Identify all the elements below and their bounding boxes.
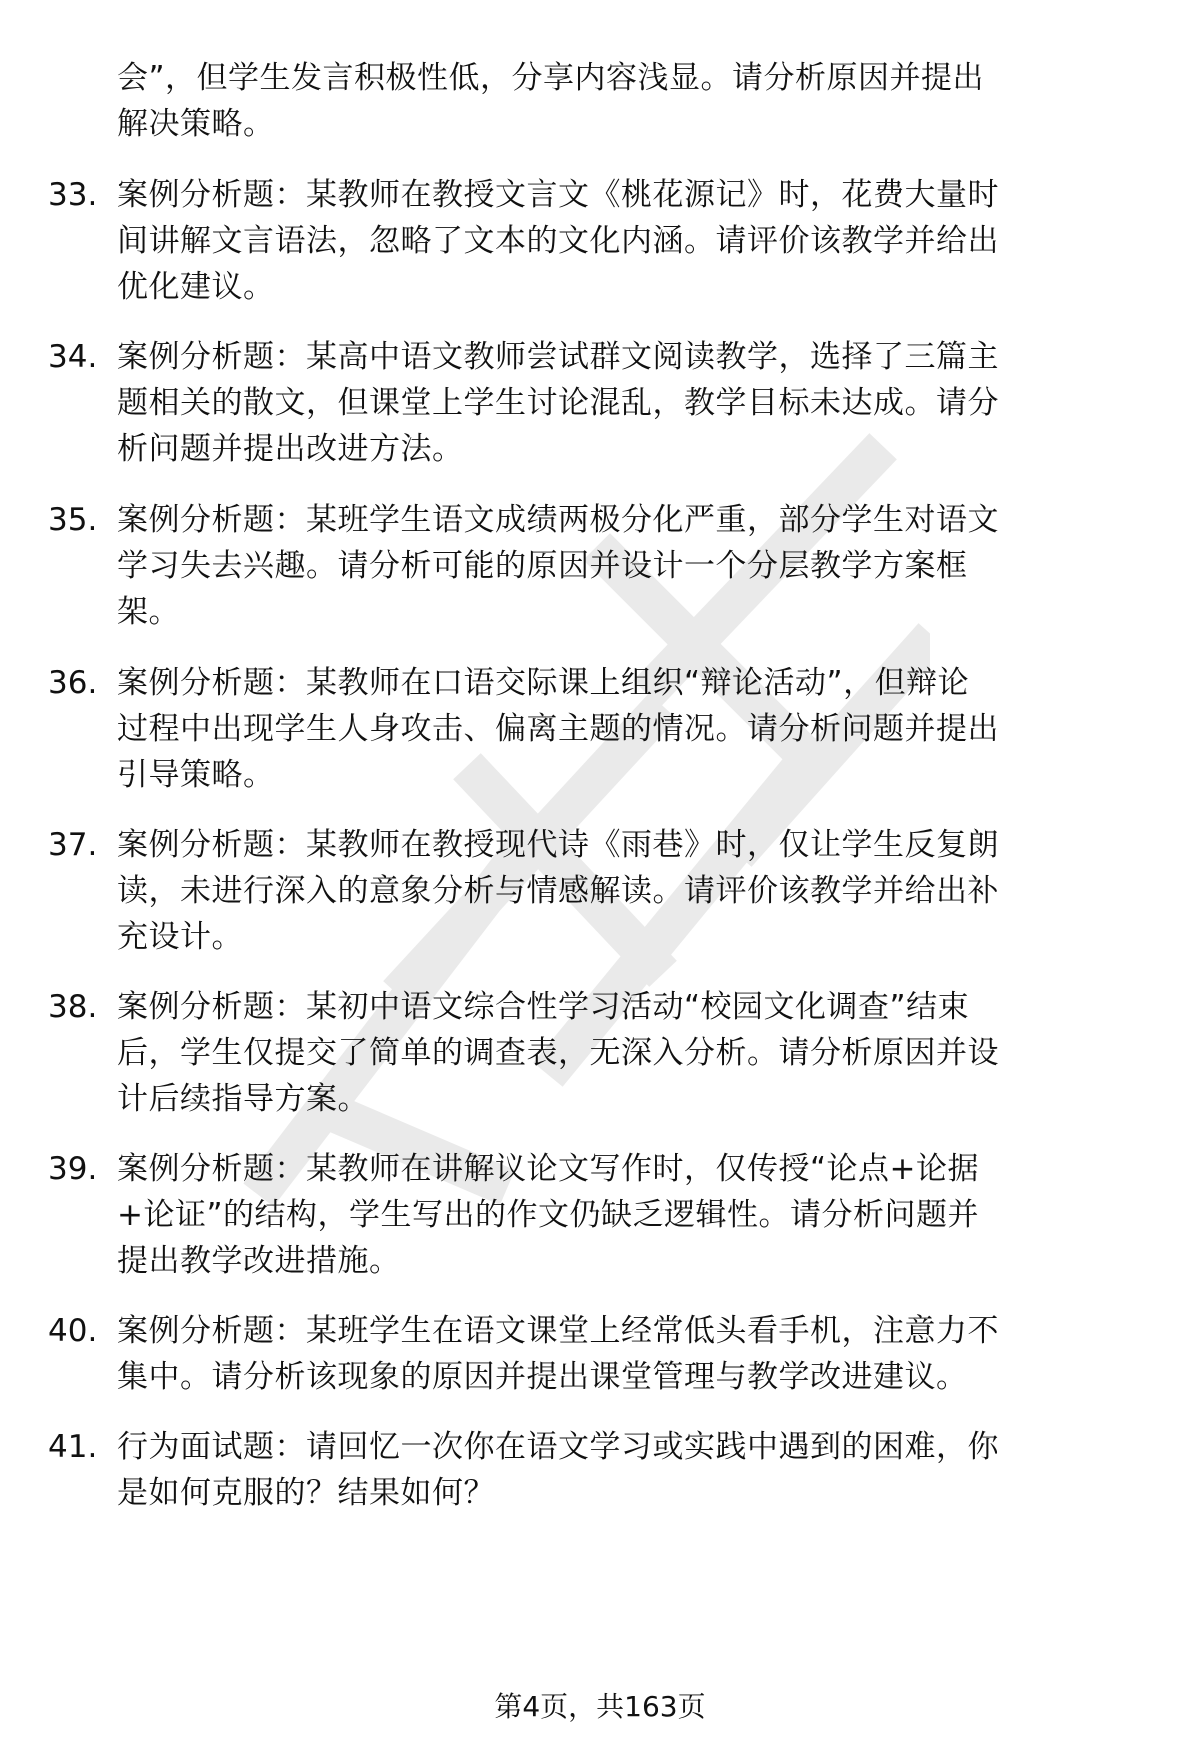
text-line: 题相关的散文，但课堂上学生讨论混乱，教学目标未达成。请分: [117, 385, 999, 421]
text-line: 引导策略。: [117, 757, 275, 793]
question-number: 34.: [48, 339, 98, 375]
text-line: 后，学生仅提交了简单的调查表，无深入分析。请分析原因并设: [117, 1035, 999, 1071]
text-line: 架。: [117, 594, 180, 630]
text-line: +论证”的结构，学生写出的作文仍缺乏逻辑性。请分析问题并: [117, 1197, 980, 1233]
question-number: 35.: [48, 502, 98, 538]
text-line: 计后续指导方案。: [117, 1081, 369, 1117]
text-line: 案例分析题：某教师在口语交际课上组织“辩论活动”，但辩论: [117, 665, 970, 701]
question-number: 33.: [48, 177, 98, 213]
question-number: 36.: [48, 665, 98, 701]
question-number: 37.: [48, 827, 98, 863]
text-line: 案例分析题：某教师在教授现代诗《雨巷》时，仅让学生反复朗: [117, 827, 999, 863]
page-footer: 第4页，共163页: [494, 1690, 706, 1723]
text-line: 案例分析题：某班学生语文成绩两极分化严重，部分学生对语文: [117, 502, 999, 538]
question-number: 40.: [48, 1313, 98, 1349]
question-number: 38.: [48, 989, 98, 1025]
text-line: 优化建议。: [117, 269, 275, 305]
text-line: 读，未进行深入的意象分析与情感解读。请评价该教学并给出补: [117, 873, 999, 909]
question-number: 41.: [48, 1429, 98, 1465]
text-line: 集中。请分析该现象的原因并提出课堂管理与教学改进建议。: [117, 1359, 968, 1395]
text-line: 充设计。: [117, 919, 243, 955]
text-line: 案例分析题：某班学生在语文课堂上经常低头看手机，注意力不: [117, 1313, 999, 1349]
text-line: 解决策略。: [117, 106, 275, 142]
text-line: 是如何克服的？结果如何？: [117, 1475, 495, 1511]
question-number: 39.: [48, 1151, 98, 1187]
text-line: 过程中出现学生人身攻击、偏离主题的情况。请分析问题并提出: [117, 711, 999, 747]
text-line: 案例分析题：某初中语文综合性学习活动“校园文化调查”结束: [117, 989, 970, 1025]
text-line: 会”，但学生发言积极性低，分享内容浅显。请分析原因并提出: [117, 60, 985, 96]
text-line: 间讲解文言语法，忽略了文本的文化内涵。请评价该教学并给出: [117, 223, 999, 259]
text-line: 学习失去兴趣。请分析可能的原因并设计一个分层教学方案框: [117, 548, 968, 584]
text-line: 析问题并提出改进方法。: [117, 431, 464, 467]
text-line: 行为面试题：请回忆一次你在语文学习或实践中遇到的困难，你: [117, 1429, 999, 1465]
text-line: 案例分析题：某教师在教授文言文《桃花源记》时，花费大量时: [117, 177, 999, 213]
text-line: 案例分析题：某教师在讲解议论文写作时，仅传授“论点+论据: [117, 1151, 980, 1187]
text-line: 案例分析题：某高中语文教师尝试群文阅读教学，选择了三篇主: [117, 339, 999, 375]
text-line: 提出教学改进措施。: [117, 1243, 401, 1279]
